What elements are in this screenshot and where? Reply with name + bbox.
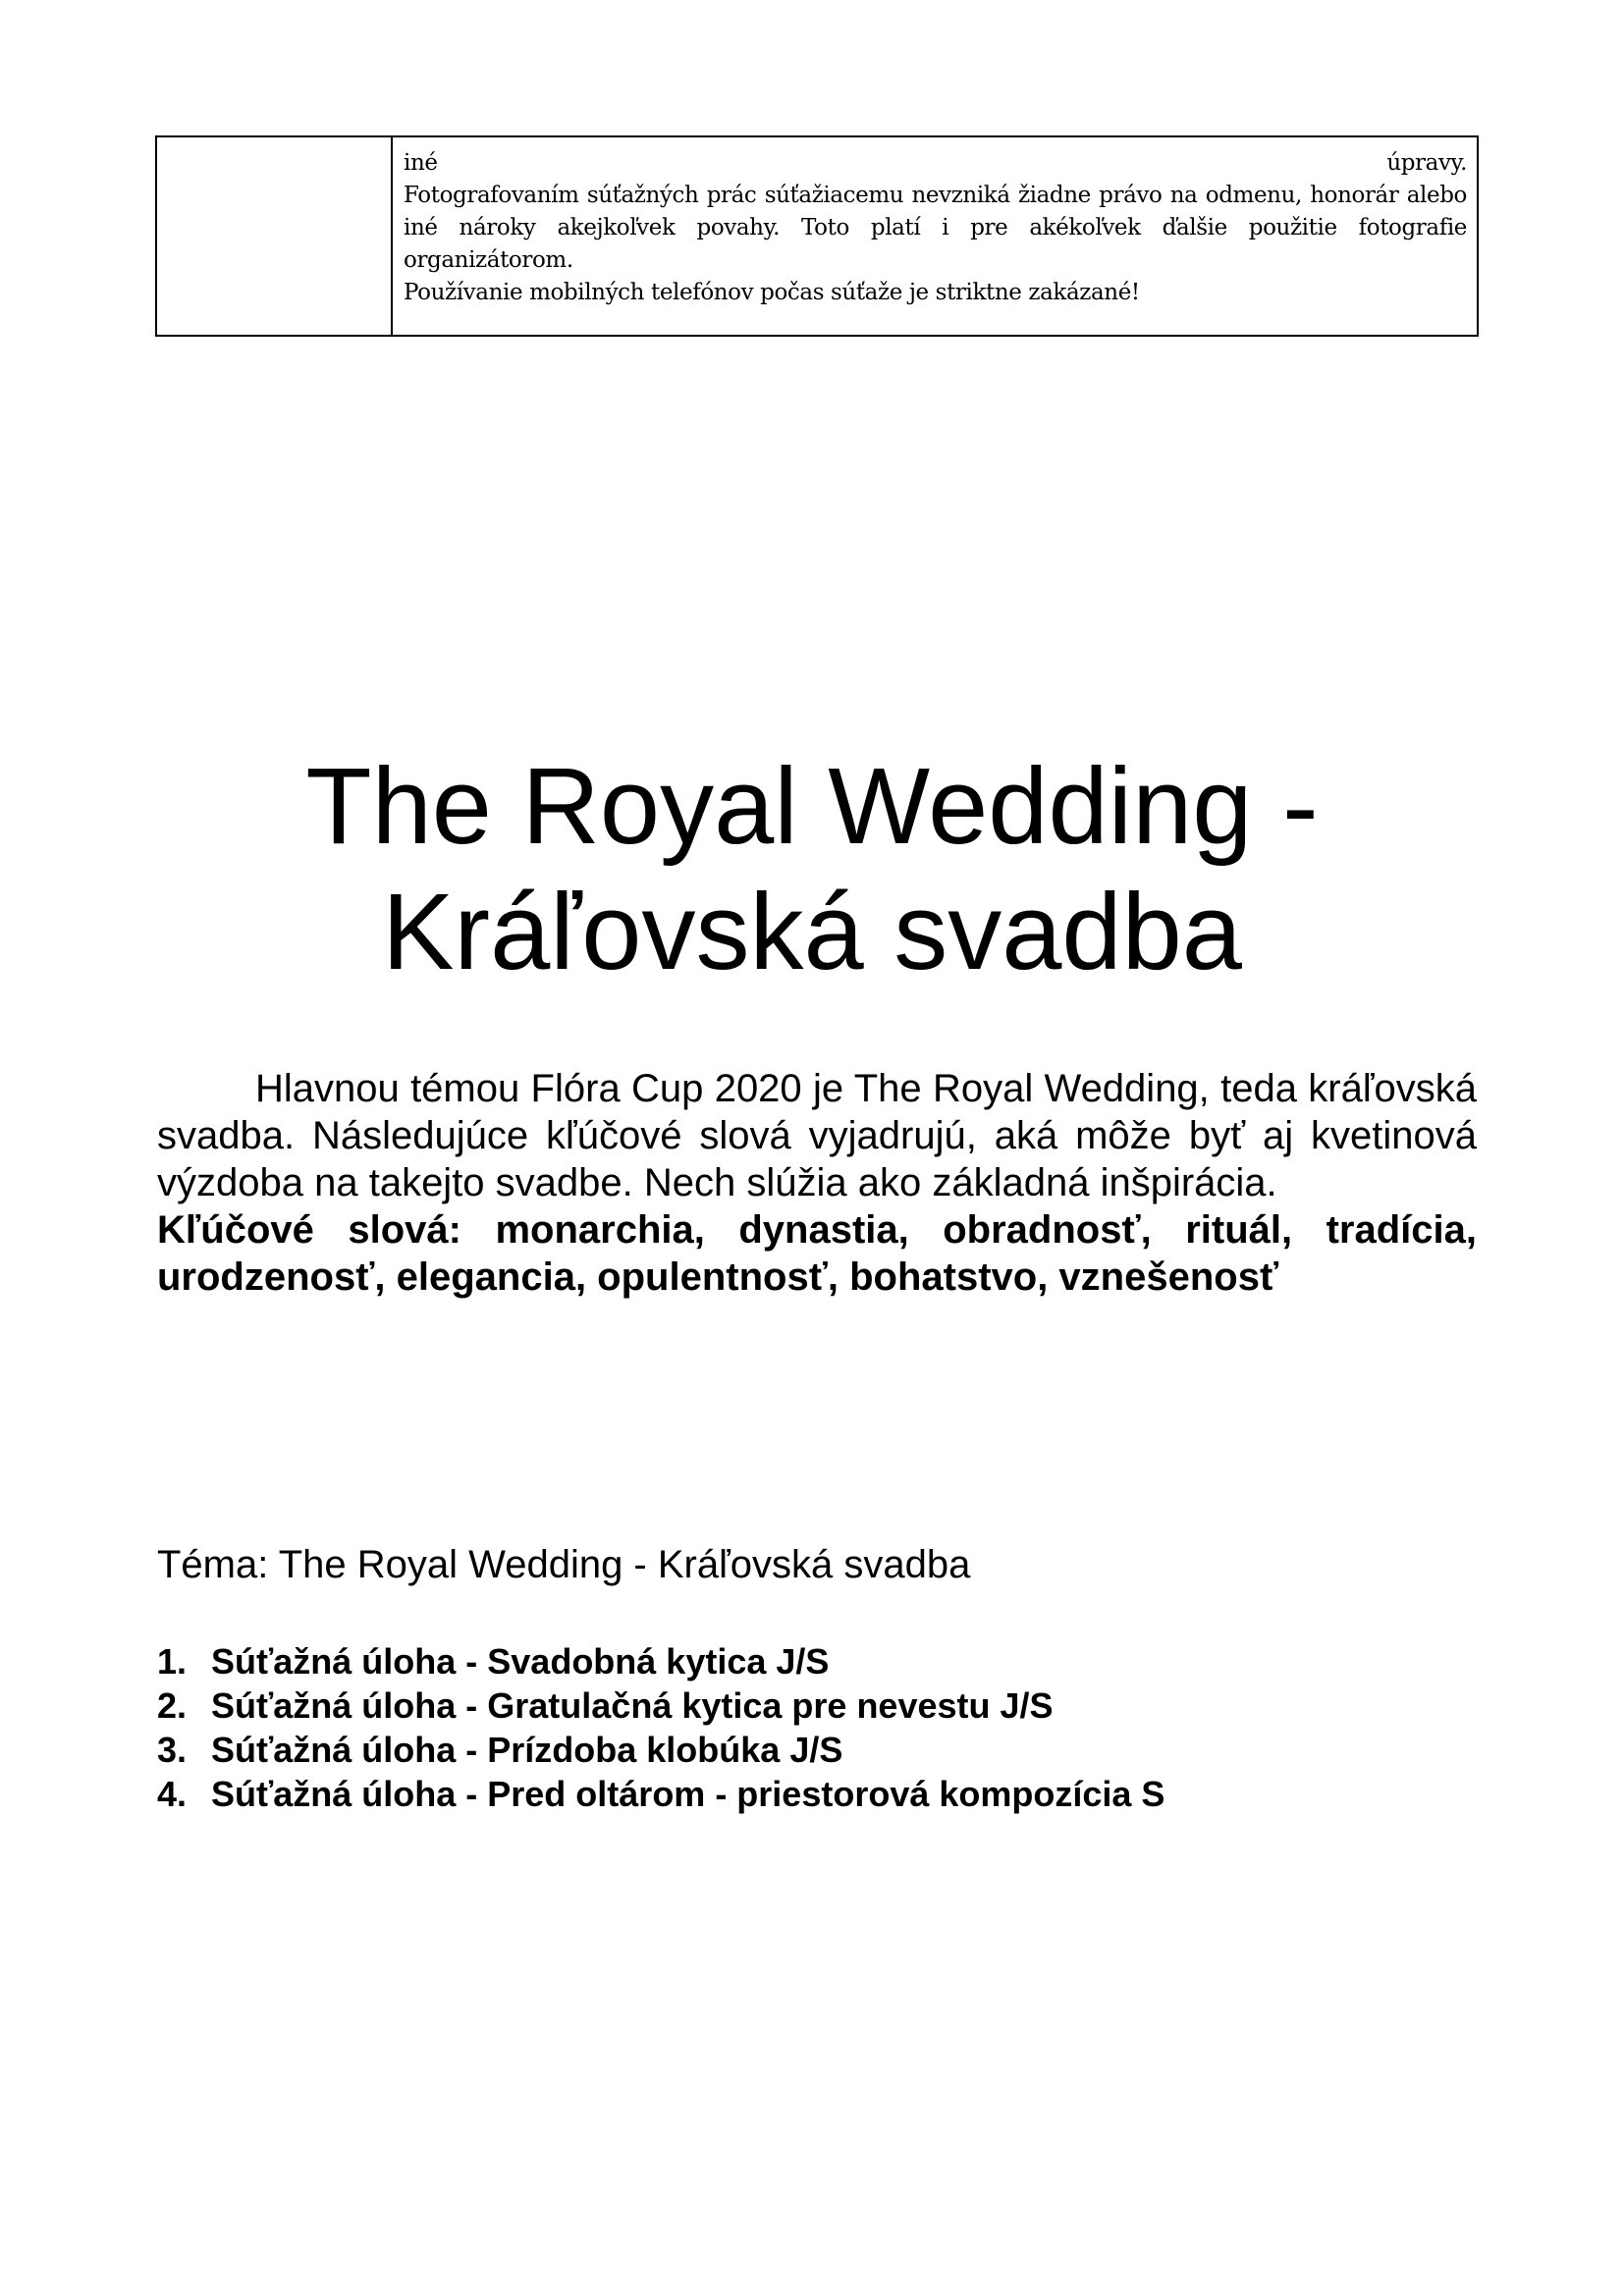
task-number: 3. (157, 1730, 188, 1770)
task-number: 2. (157, 1685, 188, 1726)
rules-line1-right: úpravy. (1386, 150, 1467, 176)
rules-table-right-cell (393, 137, 1477, 335)
list-item (157, 1683, 1164, 1728)
rules-table-left-cell (157, 137, 393, 335)
task-text: Súťažná úloha - Gratulačná kytica pre nevestu J/S (211, 1685, 1054, 1726)
intro-section (157, 1065, 1477, 1301)
theme-line: Téma: The Royal Wedding - Kráľovská svadba (157, 1543, 971, 1586)
intro-paragraph: Hlavnou témou Flóra Cup 2020 je The Royal Wedding, teda kráľovská svadba. Následujúce kľúčové slová vyjadrujú, aká môže byť aj kvetinová výzdoba na takejto svadbe. Nech slúžia ako základná inšpirácia. (157, 1067, 1477, 1204)
page-title-line1: The Royal Wedding - (305, 746, 1319, 867)
page-title (98, 744, 1526, 995)
keywords-paragraph: Kľúčové slová: monarchia, dynastia, obradnosť, rituál, tradícia, urodzenosť, elegancia, opulentnosť, bohatstvo, vznešenosť (157, 1208, 1477, 1299)
list-item (157, 1772, 1164, 1816)
rules-paragraph-mobile-phones: Používanie mobilných telefónov počas súťaže je striktne zakázané! (404, 280, 1140, 305)
page-title-line2: Kráľovská svadba (382, 872, 1242, 992)
rules-table-first-line (404, 147, 1467, 180)
task-number: 4. (157, 1774, 188, 1814)
list-item (157, 1639, 1164, 1683)
task-number: 1. (157, 1641, 188, 1682)
task-text: Súťažná úloha - Pred oltárom - priestorová kompozícia S (211, 1774, 1165, 1814)
task-text: Súťažná úloha - Svadobná kytica J/S (211, 1641, 830, 1682)
rules-line1-left: iné (404, 150, 438, 176)
rules-paragraph-photography: Fotografovaním súťažných prác súťažiacemu nevzniká žiadne právo na odmenu, honorár alebo iné nároky akejkoľvek povahy. Toto platí i pre akékoľvek ďalšie použitie fotografie organizátorom. (404, 183, 1467, 273)
rules-table (155, 135, 1479, 337)
list-item (157, 1728, 1164, 1772)
task-list (157, 1639, 1164, 1816)
task-text: Súťažná úloha - Prízdoba klobúka J/S (211, 1730, 843, 1770)
